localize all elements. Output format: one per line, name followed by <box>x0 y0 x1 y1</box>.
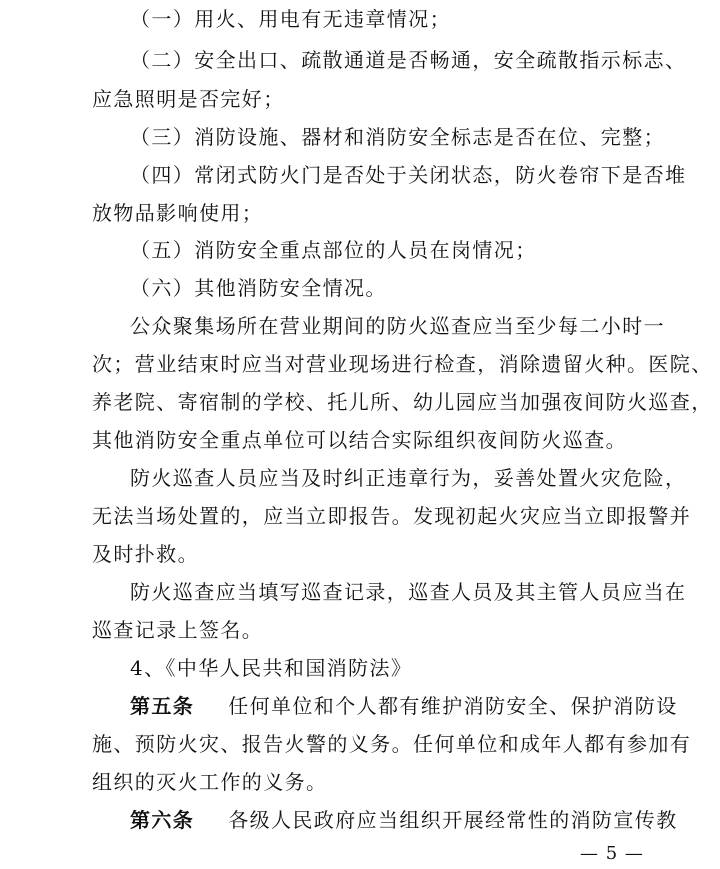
article-6-text: 各级人民政府应当组织开展经常性的消防宣传教 <box>228 808 678 832</box>
text-line: 公众聚集场所在营业期间的防火巡查应当至少每二小时一 <box>130 314 665 338</box>
article-5-line <box>130 692 690 720</box>
text-line: 养老院、寄宿制的学校、托儿所、幼儿园应当加强夜间防火巡查， <box>92 390 713 414</box>
text-line: 无法当场处置的，应当立即报告。发现初起火灾应当立即报警并 <box>92 504 692 528</box>
text-line: （五）消防安全重点部位的人员在岗情况； <box>130 238 537 262</box>
text-line: 巡查记录上签名。 <box>92 618 264 642</box>
text-line: （三）消防设施、器材和消防安全标志是否在位、完整； <box>130 125 665 149</box>
text-line: （一）用火、用电有无违章情况； <box>130 7 451 31</box>
text-line: 施、预防火灾、报告火警的义务。任何单位和成年人都有参加有 <box>92 732 692 756</box>
article-6-label: 第六条 <box>130 808 195 832</box>
text-line: 应急照明是否完好； <box>92 87 285 111</box>
text-line: 及时扑救。 <box>92 542 199 566</box>
article-5-label: 第五条 <box>130 694 195 718</box>
text-line: （六）其他消防安全情况。 <box>130 276 387 300</box>
text-line: 防火巡查应当填写巡查记录，巡查人员及其主管人员应当在 <box>130 580 687 604</box>
text-line: （二）安全出口、疏散通道是否畅通，安全疏散指示标志、 <box>130 48 687 72</box>
text-line: （四）常闭式防火门是否处于关闭状态，防火卷帘下是否堆 <box>130 163 687 187</box>
text-line: 防火巡查人员应当及时纠正违章行为，妥善处置火灾危险， <box>130 466 687 490</box>
text-line: 次；营业结束时应当对营业现场进行检查，消除遗留火种。医院、 <box>92 352 713 376</box>
text-line: 其他消防安全重点单位可以结合实际组织夜间防火巡查。 <box>92 428 627 452</box>
section-heading: 4、《中华人民共和国消防法》 <box>130 656 413 680</box>
text-line: 放物品影响使用； <box>92 201 264 225</box>
page-number: — 5 — <box>580 843 644 864</box>
article-5-text: 任何单位和个人都有维护消防安全、保护消防设 <box>228 694 678 718</box>
text-line: 组织的灭火工作的义务。 <box>92 770 328 794</box>
article-6-line <box>130 806 690 834</box>
